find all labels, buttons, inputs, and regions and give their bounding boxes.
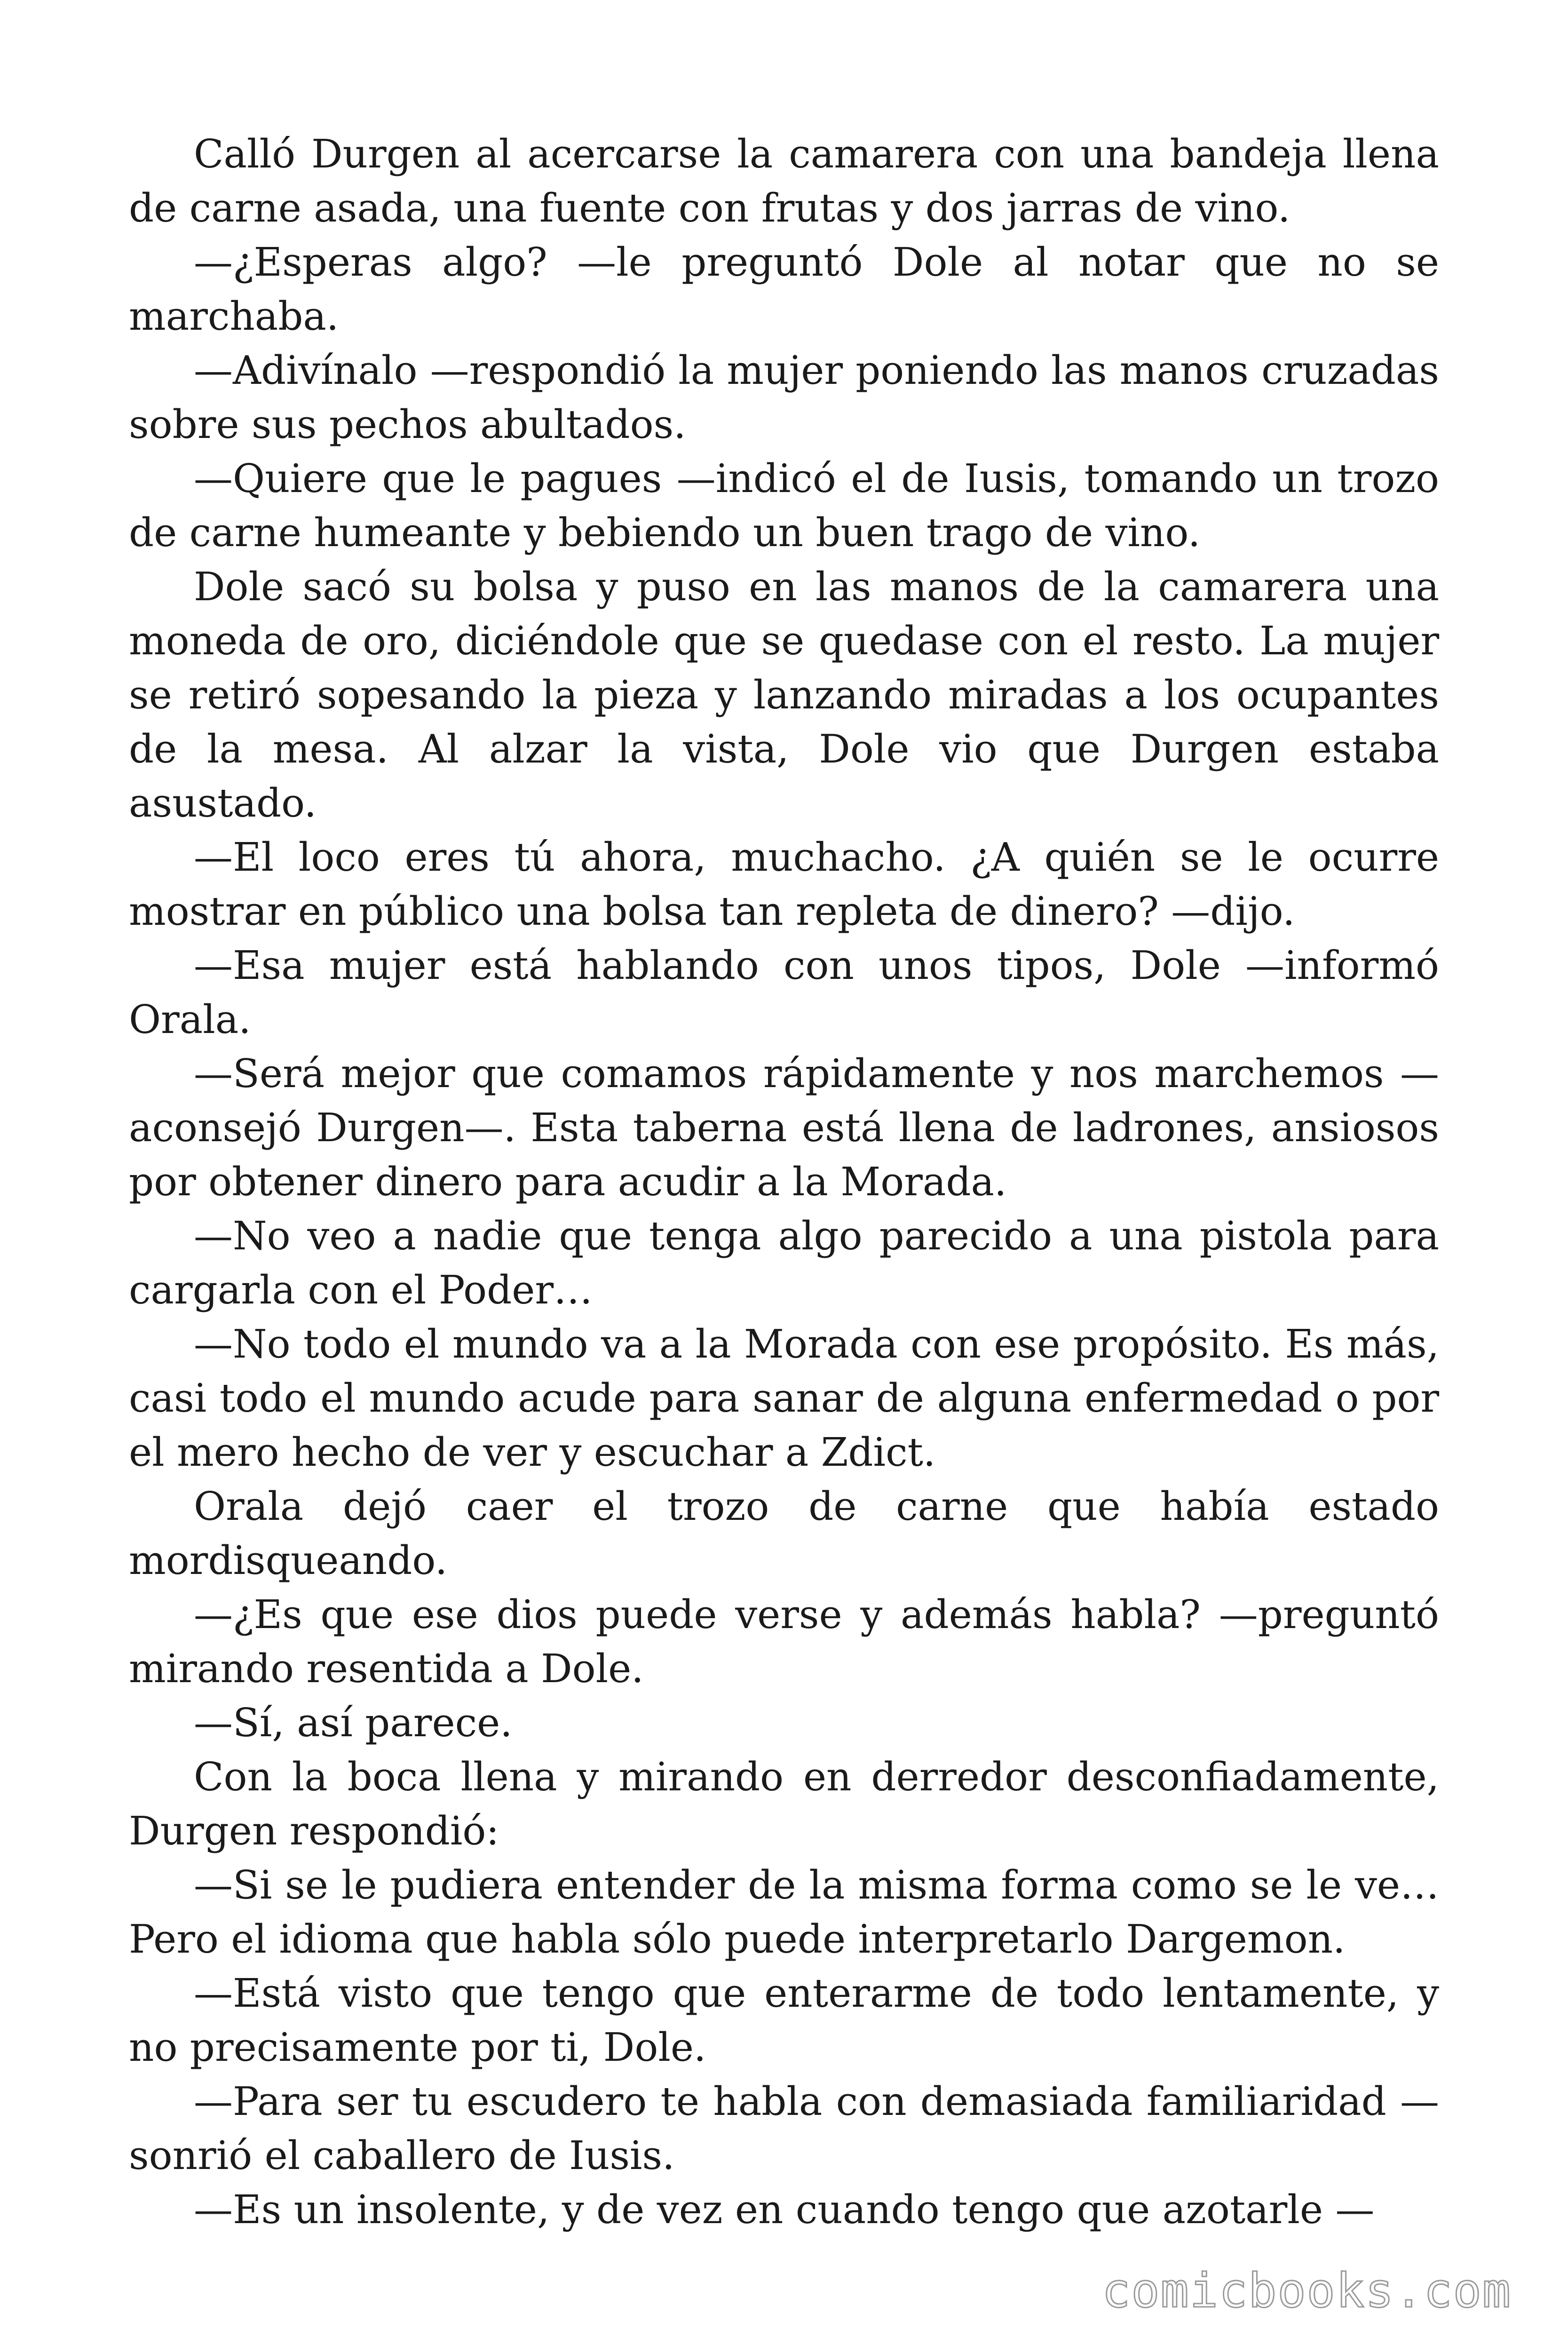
- paragraph: —Adivínalo —respondió la mujer poniendo las manos cruzadas sobre sus pechos abultados.: [129, 348, 1439, 447]
- paragraph: —Esa mujer está hablando con unos tipos, Dole —informó Orala.: [129, 943, 1439, 1042]
- paragraph: Dole sacó su bolsa y puso en las manos de la camarera una moneda de oro, diciéndole que se quedase con el resto. La mujer se retiró sopesando la pieza y lanzando miradas a los ocupantes de la mesa. Al alzar la vista, Dole vio que Durgen estaba asustado.: [129, 564, 1439, 826]
- paragraph: —No todo el mundo va a la Morada con ese propósito. Es más, casi todo el mundo acude para sanar de alguna enfermedad o por el mero hecho de ver y escuchar a Zdict.: [129, 1321, 1439, 1475]
- paragraph: —Quiere que le pagues —indicó el de Iusis, tomando un trozo de carne humeante y bebiendo un buen trago de vino.: [129, 456, 1439, 556]
- paragraph: —Está visto que tengo que enterarme de todo lentamente, y no precisamente por ti, Dole.: [129, 1971, 1439, 2070]
- paragraph: —Si se le pudiera entender de la misma forma como se le ve… Pero el idioma que habla sólo puede interpretarlo Dargemon.: [129, 1862, 1439, 1962]
- paragraph: —¿Es que ese dios puede verse y además habla? —preguntó mirando resentida a Dole.: [129, 1592, 1439, 1692]
- paragraph: —No veo a nadie que tenga algo parecido a una pistola para cargarla con el Poder…: [129, 1213, 1439, 1313]
- paragraph: Calló Durgen al acercarse la camarera con una bandeja llena de carne asada, una fuente con frutas y dos jarras de vino.: [129, 131, 1439, 231]
- paragraph: Orala dejó caer el trozo de carne que había estado mordisqueando.: [129, 1484, 1439, 1583]
- watermark: comicbooks.com: [1102, 2263, 1512, 2318]
- paragraph: —¿Esperas algo? —le preguntó Dole al notar que no se marchaba.: [129, 239, 1439, 339]
- paragraph: —Será mejor que comamos rápidamente y nos marchemos —aconsejó Durgen—. Esta taberna está llena de ladrones, ansiosos por obtener dinero para acudir a la Morada.: [129, 1051, 1439, 1205]
- paragraph: Con la boca llena y mirando en derredor desconfiadamente, Durgen respondió:: [129, 1754, 1439, 1854]
- paragraph: —El loco eres tú ahora, muchacho. ¿A quién se le ocurre mostrar en público una bolsa tan repleta de dinero? —dijo.: [129, 834, 1439, 934]
- paragraph: —Para ser tu escudero te habla con demasiada familiaridad —sonrió el caballero de Iusis.: [129, 2079, 1439, 2178]
- document-page: [129, 127, 1439, 2237]
- paragraph: —Sí, así parece.: [194, 1700, 513, 1746]
- paragraph: —Es un insolente, y de vez en cuando tengo que azotarle —: [194, 2187, 1375, 2233]
